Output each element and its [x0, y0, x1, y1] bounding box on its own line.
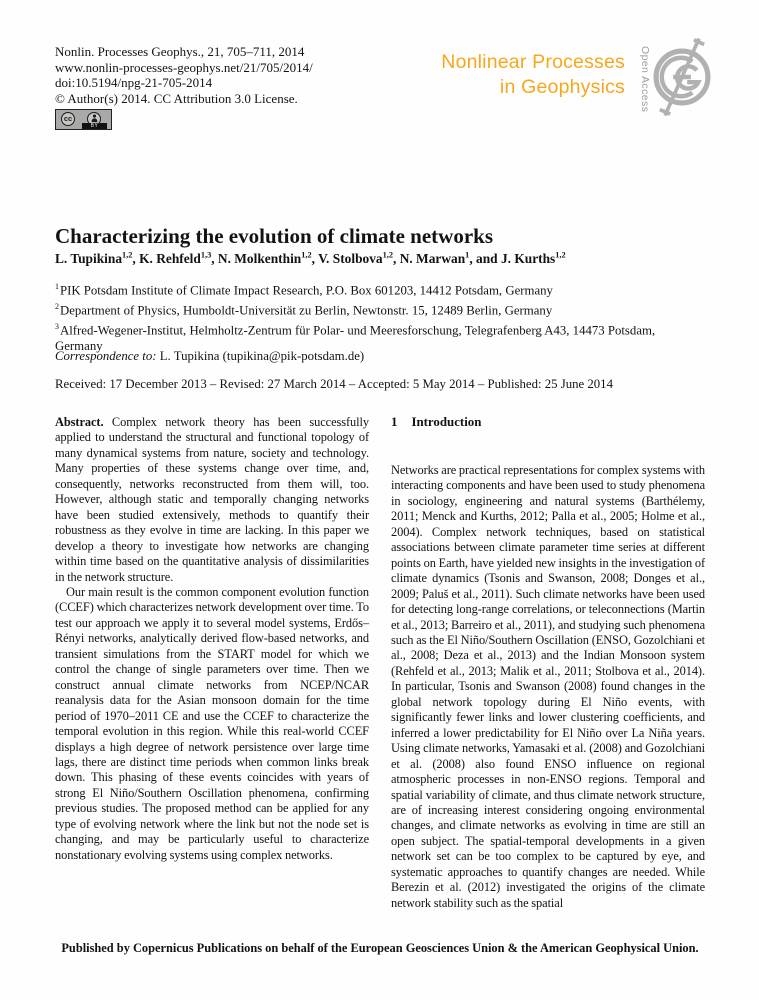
section-title: Introduction	[411, 415, 482, 429]
by-label: BY	[82, 123, 107, 129]
author-separator: ,	[311, 251, 319, 267]
author-name: L. Tupikina	[55, 251, 123, 267]
cc-icon: cc	[61, 112, 75, 126]
introduction-section	[391, 415, 705, 939]
paper-title: Characterizing the evolution of climate networks	[55, 224, 493, 249]
author-name: N. Molkenthin	[217, 251, 302, 267]
affiliation-item	[55, 279, 705, 299]
correspondence-contact: L. Tupikina (tupikina@pik-potsdam.de)	[159, 349, 365, 363]
correspondence-line	[55, 349, 705, 364]
citation-line: doi:10.5194/npg-21-705-2014	[55, 75, 213, 91]
egu-globe-icon	[645, 36, 719, 118]
author-name: V. Stolbova	[318, 251, 383, 267]
journal-name	[441, 50, 625, 100]
abstract-paragraph-1	[55, 415, 369, 585]
affiliations-block	[55, 279, 705, 355]
author-name: N. Marwan	[399, 251, 466, 267]
abstract-paragraph-2: Our main result is the common component evolution function (CCEF) which characterizes network development over time. To test our approach we apply it to several model systems, Erdős–Rényi networks, analytically derived flow-based networks, and transient simulations from the START model for which we control the change of single parameters over time. Then we construct annual climate networks from NCEP/NCAR reanalysis data for the Asian monsoon domain for the time period of 1970–2011 CE and use the CCEF to characterize the temporal evolution in this region. While this real-world CCEF displays a high degree of network persistence over large time lags, there are distinct time periods when common links break down. This phasing of these events coincides with years of strong El Niño/Southern Oscillation phenomena, confirming previous studies. The proposed method can be applied for any type of evolving network where the link but not the node set is changing, and may be particularly useful to characterize nonstationary evolving systems using complex networks.	[55, 584, 369, 862]
author-name: J. Kurths	[500, 251, 556, 267]
author-affiliation-sup: 1	[465, 251, 470, 260]
cc-by-license-badge	[55, 109, 112, 130]
affiliation-text: PIK Potsdam Institute of Climate Impact Research, P.O. Box 601203, 14412 Potsdam, Germany	[59, 283, 553, 298]
journal-name-line1: Nonlinear Processes	[441, 51, 625, 73]
author	[218, 251, 318, 266]
affiliation-number: 2	[55, 302, 59, 312]
citation-line: www.nonlin-processes-geophys.net/21/705/2014/	[55, 59, 313, 75]
publisher-footer: Published by Copernicus Publications on behalf of the European Geosciences Union & the American Geophysical Union.	[55, 941, 705, 956]
author-name: K. Rehfeld	[139, 251, 201, 267]
authors-line	[55, 251, 705, 267]
abstract-section	[55, 415, 369, 939]
author	[318, 251, 400, 266]
section-number: 1	[391, 415, 398, 429]
author-separator: ,	[392, 251, 400, 267]
introduction-paragraph: Networks are practical representations for complex systems with interacting components and have been used to study phenomena in sociology, engineering and natural systems (Barthélemy, 2011; Menck and Kurths, 2012; Palla et al., 2005; Holme et al., 2004). Complex network techniques, based on statistical associations between climate parameter time series at different points on Earth, have yielded new insights in the investigation of climate dynamics (Tsonis and Swanson, 2008; Donges et al., 2009; Paluš et al., 2011). Such climate networks have been used for detecting long-range correlations, or teleconnections (Martin et al., 2013; Barreiro et al., 2011), and studying such phenomena such as the El Niño/Southern Oscillation (ENSO, Gozolchiani et al., 2008; Deza et al., 2013) and the Indian Monsoon system (Rehfeld et al., 2013; Malik et al., 2011; Stolbova et al., 2014). In particular, Tsonis and Swanson (2008) found changes in the global network topology during El Niño events, with significantly fewer links and lower clustering coefficients, and inferred a lower predictability for El Niño over La Niña years. Using climate networks, Yamasaki et al. (2008) and Gozolchiani et al. (2008) also found ENSO influence on regional atmospheric processes in non-ENSO regions. Temporal and spatial variability of climate, and thus climate network structure, are of increasing interest considering ongoing environmental changes, and climate networks as evolving in time are still an open subject. The spatial-temporal developments in a given network set can be too complex to be captured by eye, and systematic approaches to quantify changes are needed. While Berezin et al. (2012) investigated the origins of the climate network stability such as the spatial	[391, 463, 705, 910]
author-separator: ,	[211, 251, 218, 267]
journal-name-line2: in Geophysics	[499, 76, 625, 98]
author-separator: ,	[132, 251, 140, 267]
open-access-label: Open Access	[639, 46, 651, 113]
author-separator: , and	[469, 251, 501, 267]
abstract-text-1: Complex network theory has been successfully applied to understand the structural and functional topology of many dynamical systems from nature, society and technology. Many properties of these systems change over time, and, consequently, networks reconstructed from them will, too. However, although static and temporally changing networks have been studied extensively, methods to quantify their robustness as they evolve in time are lacking. In this paper we develop a theory to investigate how networks are changing within time based on the quantitative analysis of dissimilarities in the network structure.	[55, 415, 370, 584]
author	[55, 251, 139, 266]
author-affiliation-sup: 1,2	[301, 251, 312, 260]
body-columns	[55, 415, 705, 939]
author	[139, 251, 218, 266]
author	[400, 251, 501, 266]
author-affiliation-sup: 1,2	[382, 251, 393, 260]
affiliation-number: 3	[55, 322, 59, 332]
author-affiliation-sup: 1,2	[122, 251, 133, 260]
dates-line: Received: 17 December 2013 – Revised: 27 March 2014 – Accepted: 5 May 2014 – Published: 25 June 2014	[55, 377, 613, 391]
citation-line: Nonlin. Processes Geophys., 21, 705–711, 2014	[55, 44, 305, 59]
affiliation-text: Alfred-Wegener-Institut, Helmholtz-Zentrum für Polar- und Meeresforschung, Telegrafenberg A43, 14473 Potsdam, Germany	[55, 323, 656, 354]
citation-line: © Author(s) 2014. CC Attribution 3.0 License.	[55, 90, 298, 106]
citation-block	[55, 44, 313, 106]
author-affiliation-sup: 1,2	[555, 251, 566, 260]
affiliation-item	[55, 299, 705, 319]
section-heading-introduction	[391, 415, 705, 430]
affiliation-number: 1	[55, 282, 59, 291]
affiliation-text: Department of Physics, Humboldt-Universität zu Berlin, Newtonstr. 15, 12489 Berlin, Germany	[59, 303, 553, 318]
author-affiliation-sup: 1,3	[200, 251, 212, 260]
correspondence-label: Correspondence to:	[55, 349, 157, 363]
abstract-label: Abstract.	[55, 415, 104, 429]
author	[501, 251, 566, 266]
